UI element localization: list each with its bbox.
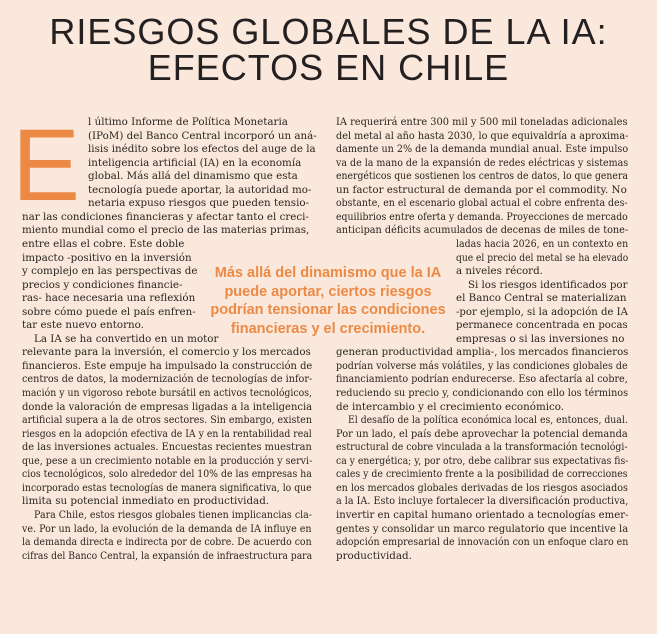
text-line: centros de datos, la modernización de tecnologías de infor-	[22, 373, 313, 386]
text-line: miento mundial como el precio de las materias primas,	[22, 224, 310, 237]
text-line: ras- hace necesaria una reflexión	[22, 292, 196, 305]
text-line: ladas hacia 2026, en un contexto en	[456, 237, 629, 250]
text-line: obstante, en el escenario global actual el cobre enfrenta des-	[336, 197, 628, 210]
text-line: relevante para la inversión, el comercio y los mercados	[22, 346, 311, 359]
text-line: reduciendo su precio y, condicionando con ello los términos	[336, 387, 629, 399]
text-line: financiamiento podrían endurecerse. Eso afectaría al cobre,	[336, 373, 628, 386]
text-line: la demanda directa e indirecta por de cobre. De acuerdo con	[22, 536, 312, 549]
text-line: de las inversiones actuales. Encuestas recientes muestran	[22, 441, 312, 454]
pull-quote-line: Más allá del dinamismo que la IA	[214, 265, 442, 281]
text-line: nar las condiciones financieras y afectar tanto el creci-	[22, 210, 309, 223]
text-line: sobre cómo puede el país enfren-	[22, 305, 196, 318]
text-line: entre ellas el cobre. Este doble	[22, 237, 185, 250]
text-line: ca y energética; y, por otro, debe calibrar sus expectativas fis-	[336, 454, 629, 467]
text-line: l último Informe de Política Monetaria	[88, 116, 288, 128]
text-line: incorporado estas tecnologías de manera significativa, lo que	[22, 481, 312, 494]
text-line: financieros. Este empuje ha impulsado la construcción de	[22, 359, 313, 372]
text-line: a niveles récord.	[456, 265, 543, 278]
text-line: (IPoM) del Banco Central incorporó un aná-	[88, 129, 317, 142]
pull-quote	[208, 264, 448, 338]
text-line: tecnología puede aportar, la autoridad mo-	[88, 183, 312, 196]
text-line: damente un 2% de la demanda mundial anual. Este impulso	[336, 143, 629, 156]
text-line: Por un lado, el país debe aprovechar la potencial demanda	[336, 427, 628, 440]
text-line: equilibrios entre oferta y demanda. Proyecciones de mercado	[336, 210, 628, 223]
text-line: podrían volverse más volátiles, y las condiciones globales de	[336, 359, 628, 372]
text-line: invertir en capital humano orientado a tecnologías emer-	[336, 508, 629, 521]
text-line: un factor estructural de demanda por el commodity. No	[336, 183, 627, 196]
text-line: lisis inédito sobre los efectos del auge de la	[88, 143, 316, 156]
text-line: en los mercados globales derivadas de los riesgos asociados	[336, 481, 628, 494]
drop-cap: E	[12, 108, 81, 222]
text-line: gentes y consolidar un marco regulatorio que incentive la	[336, 522, 629, 535]
text-line: de intercambio y el crecimiento económico.	[336, 400, 565, 413]
text-line: cifras del Banco Central, la expansión de infraestructura para	[22, 549, 313, 562]
text-line: ve. Por un lado, la evolución de la demanda de IA influye en	[22, 522, 312, 535]
text-line: inteligencia artificial (IA) en la economía	[88, 156, 302, 169]
text-line: tar este nuevo entorno.	[22, 319, 144, 332]
text-line: productividad.	[336, 549, 412, 562]
text-line: y complejo en las perspectivas de	[22, 265, 198, 278]
text-line: que, pese a un crecimiento notable en la producción y servi-	[22, 454, 313, 467]
text-line: cales y de crecimiento frente a la posibilidad de correcciones	[336, 468, 628, 481]
text-line: que el precio del metal se ha elevado	[456, 251, 629, 264]
text-line: adopción empresarial de innovación con un enfoque claro en	[336, 536, 629, 549]
text-line: global. Más allá del dinamismo que esta	[88, 170, 298, 183]
text-line: IA requerirá entre 300 mil y 500 mil toneladas adicionales	[336, 116, 628, 128]
text-line: netaria expuso riesgos que pueden tensio-	[88, 197, 310, 210]
text-line: precios y condiciones financie-	[22, 278, 183, 291]
text-line: empresas o si las inversiones no	[456, 332, 625, 345]
text-line: estructural de cobre vinculada a la transformación tecnológi-	[336, 441, 628, 454]
text-line: Si los riesgos identificados por	[468, 278, 628, 291]
text-line: a la IA. Esto incluye fortalecer la diversificación productiva,	[336, 495, 629, 508]
text-line: artificial supera a la de otros sectores. Sin embargo, existen	[22, 414, 312, 427]
text-line: impacto -positivo en la inversión	[22, 251, 192, 264]
text-line: permanece concentrada en pocas	[456, 319, 628, 332]
text-line: generan productividad amplia-, los mercados financieros	[336, 346, 629, 359]
text-line: riesgos en la adopción efectiva de IA y en la rentabilidad real	[22, 427, 312, 440]
pull-quote-line: puede aportar, ciertos riesgos	[224, 283, 432, 300]
text-line: energéticos que sostienen los centros de datos, lo que genera	[336, 170, 628, 183]
text-line: El desafío de la política económica local es, entonces, dual.	[348, 414, 628, 427]
text-line: Para Chile, estos riesgos globales tienen implicancias cla-	[34, 508, 313, 521]
article-title	[0, 11, 657, 88]
text-line: del metal al año hasta 2030, lo que equivaldría a aproxima-	[336, 129, 629, 142]
text-line: limita su potencial inmediato en productividad.	[22, 495, 270, 508]
text-line: -por ejemplo, si la adopción de IA	[456, 305, 628, 318]
pull-quote-line: financieras y el crecimiento.	[230, 320, 426, 337]
text-line: anticipan déficits acumulados de decenas de miles de tone-	[336, 224, 629, 237]
text-line: donde la valoración de empresas ligadas a la inteligencia	[22, 400, 313, 413]
text-line: va de la mano de la expansión de redes eléctricas y sistemas	[336, 156, 629, 169]
text-line: mación y un vigoroso rebote bursátil en activos tecnológicos,	[22, 387, 312, 399]
title-line: RIESGOS GLOBALES DE LA IA:	[49, 11, 608, 52]
text-line: cios tecnológicos, solo alrededor del 10% de las empresas ha	[22, 468, 312, 481]
pull-quote-line: podrían tensionar las condiciones	[210, 302, 446, 318]
title-line: EFECTOS EN CHILE	[147, 47, 510, 88]
text-line: el Banco Central se materializan	[456, 292, 627, 305]
text-line: La IA se ha convertido en un motor	[34, 332, 219, 345]
